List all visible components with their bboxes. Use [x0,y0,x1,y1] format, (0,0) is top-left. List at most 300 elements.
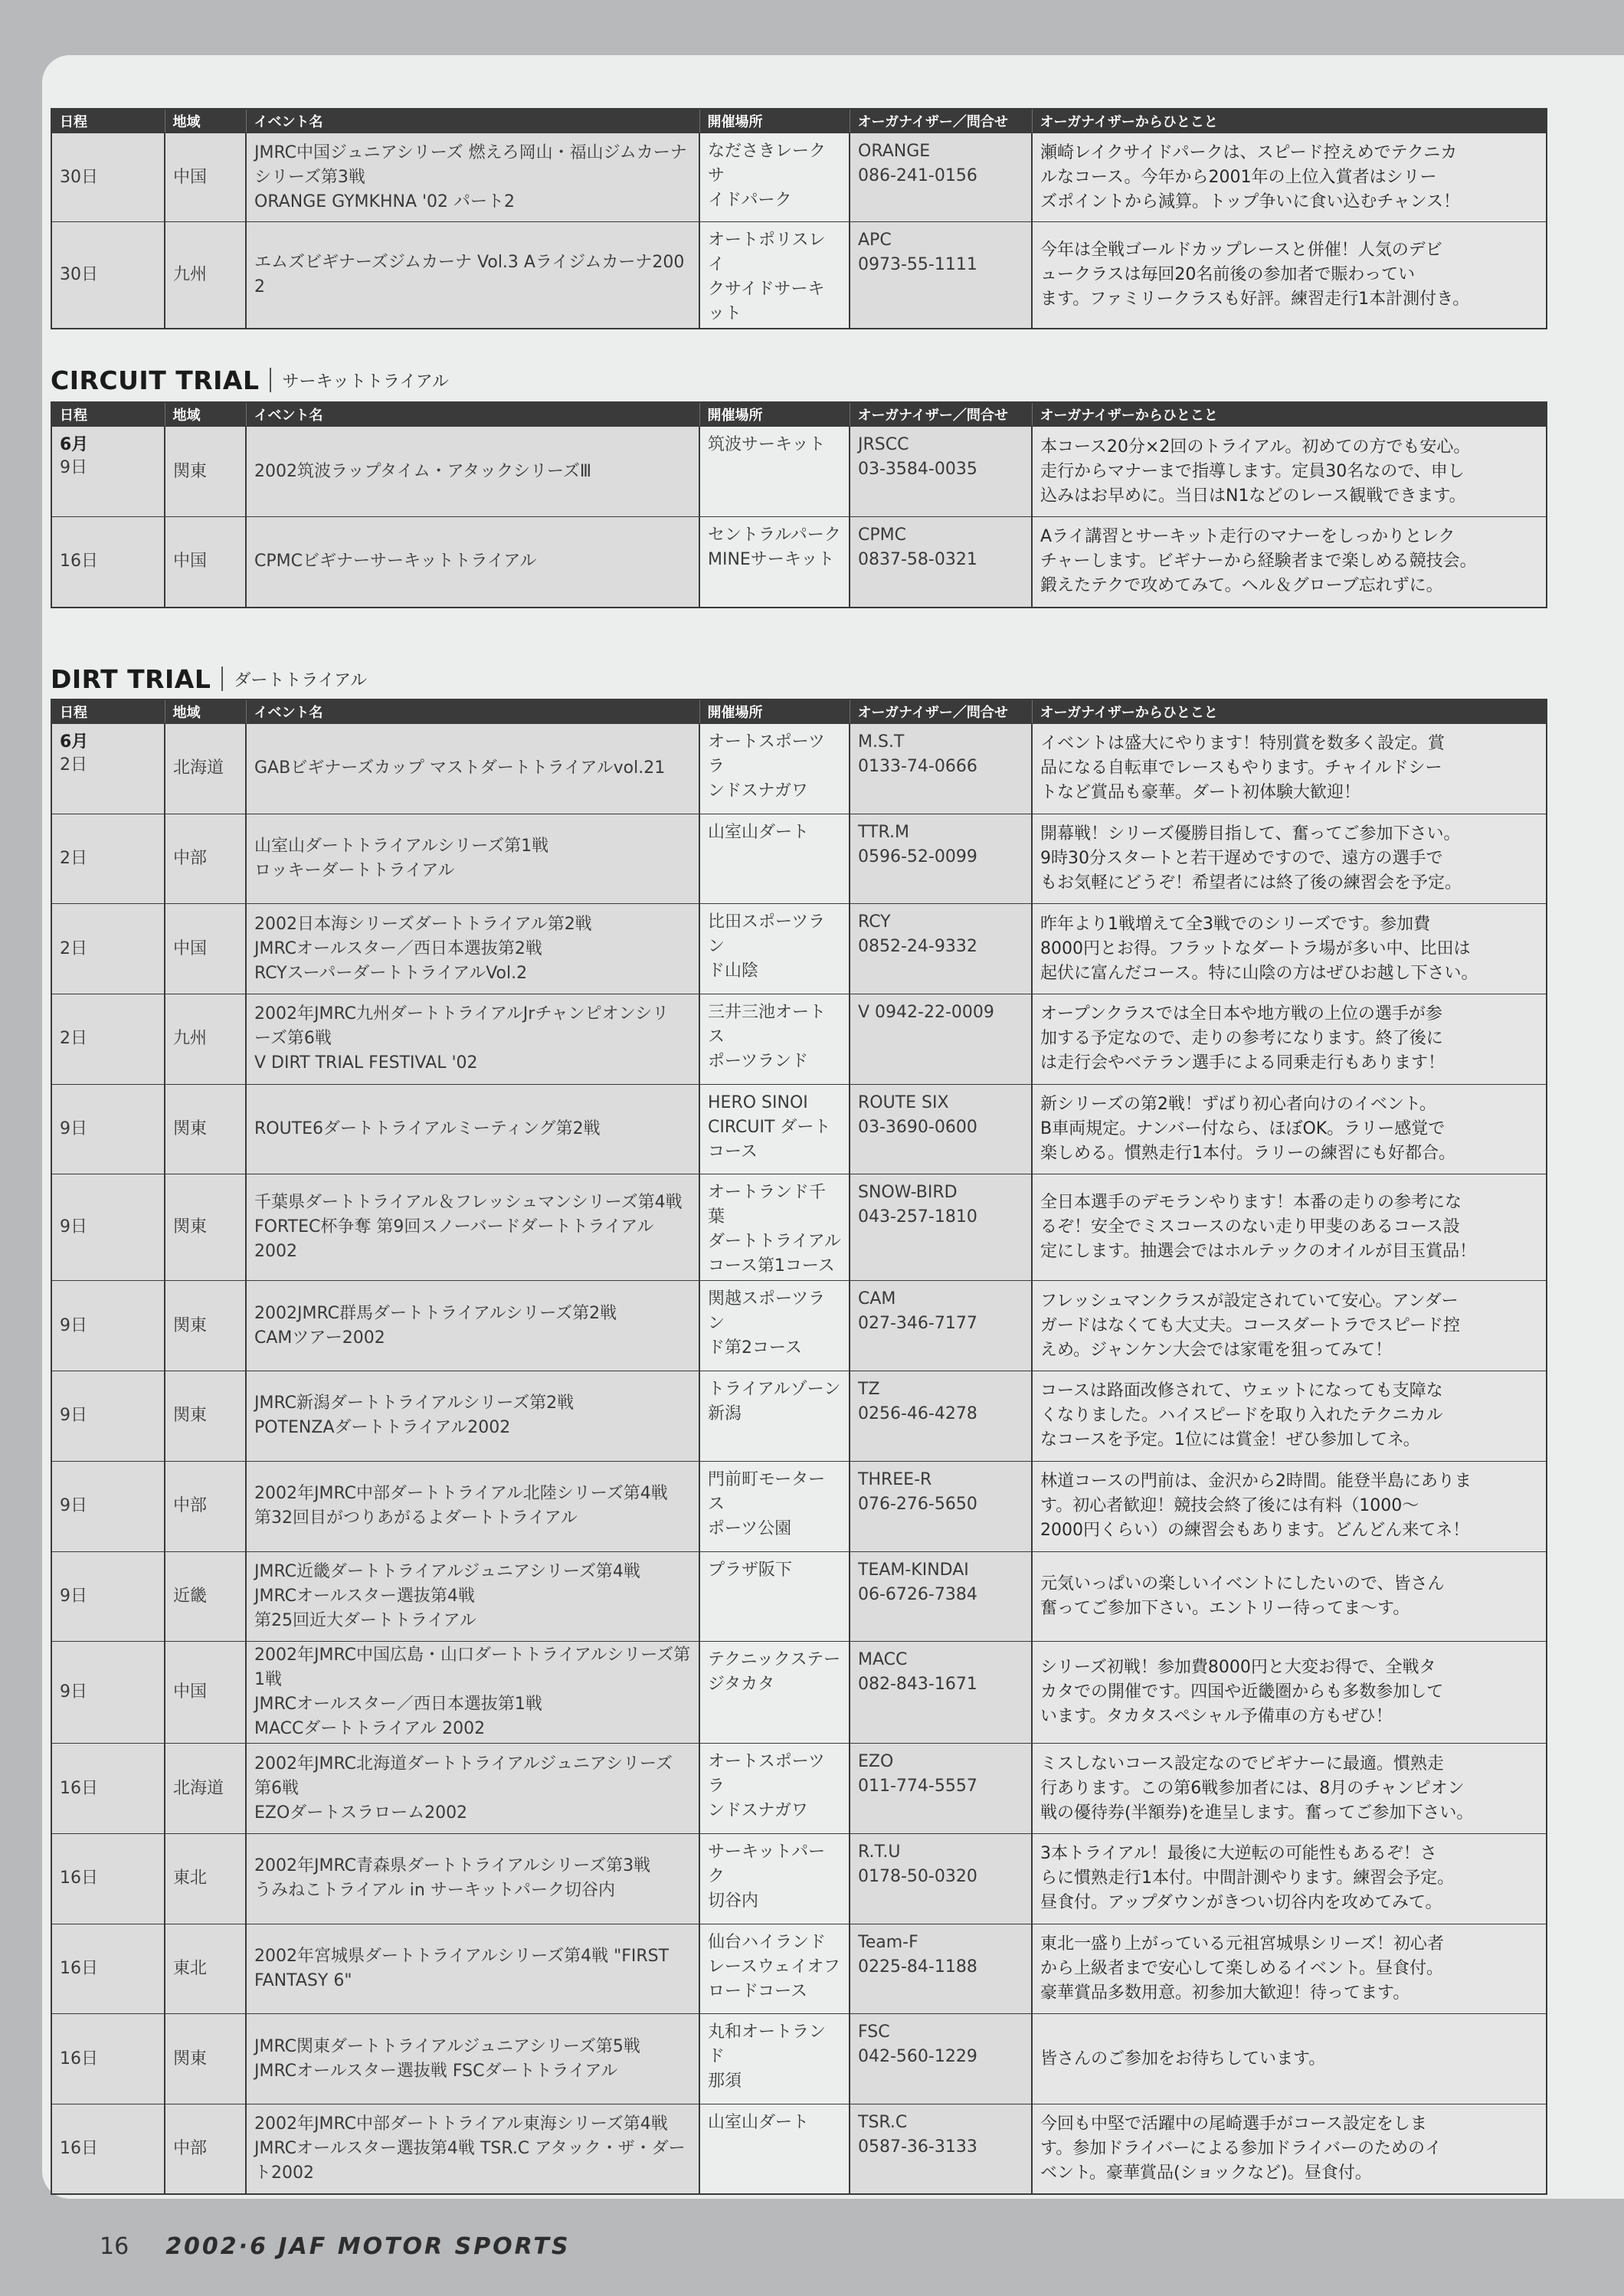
event-name-cell [246,133,699,222]
event-name-line: CAMツアー2002 [254,1328,385,1348]
organizer-line: JRSCC [858,435,909,454]
comment-line: ミスしないコース設定なのでビギナーに最適。慣熟走 [1040,1754,1444,1774]
venue-line: クサイドサーキット [708,280,825,323]
organizer-cell [850,517,1032,608]
region-cell: 東北 [165,1833,246,1924]
comment-cell [1032,517,1547,608]
table-row [51,994,1547,1085]
organizer-cell [850,1551,1032,1642]
venue-line: 比田スポーツラン [708,912,826,957]
venue-line: 筑波サーキット [708,435,826,454]
day-label: 9日 [60,1315,87,1335]
venue-cell [699,2014,850,2104]
event-name-line: JMRCオールスター選抜第4戦 TSR.C アタック・ザ・ダー [254,2139,686,2159]
comment-line: から上級者まで安心して楽しめるイベント。昼食付。 [1040,1958,1444,1978]
day-label: 9日 [60,1586,87,1606]
venue-cell [699,1551,850,1642]
day-label: 30日 [60,167,98,187]
comment-line: ベント。豪華賞品(ショックなど)。昼食付。 [1040,2163,1372,2183]
title-divider [221,667,223,691]
organizer-cell [850,2104,1032,2194]
date-cell [51,1371,165,1462]
table-row [51,2014,1547,2104]
dirt-trial-heading [51,660,367,694]
region-cell: 北海道 [165,724,246,814]
comment-line: 本コース20分×2回のトライアル。初めての方でも安心。 [1040,437,1471,457]
comment-line: 2000円くらい）の練習会もあります。どんどん来てネ！ [1040,1521,1470,1541]
organizer-line: 082-843-1671 [858,1675,977,1695]
event-name-cell [246,1744,699,1834]
table-row [51,427,1547,517]
organizer-line: 0587-36-3133 [858,2137,977,2157]
comment-line: 起伏に富んだコース。特に山陰の方はぜひお越し下さい。 [1040,963,1478,983]
event-name-line: 2002年JMRC九州ダートトライアルJrチャンピオンシリ [254,1004,670,1024]
circuit-trial-heading [51,362,449,395]
region-cell: 北海道 [165,1744,246,1834]
event-name-cell [246,1371,699,1462]
table-row [51,1084,1547,1174]
comment-cell [1032,1744,1547,1834]
organizer-line: 086-241-0156 [858,166,977,185]
table-header-row [51,109,1547,133]
comment-line: 楽しめる。慣熟走行1本付。ラリーの練習にも好都合。 [1040,1144,1455,1164]
event-name-line: GABビギナーズカップ マストダートトライアルvol.21 [254,758,666,778]
venue-cell [699,1084,850,1174]
date-cell [51,1924,165,2014]
title-divider [270,368,271,392]
event-name-line: ORANGE GYMKHNA '02 パート2 [254,192,516,211]
comment-line: 東北一盛り上がっている元祖宮城県シリーズ！初心者 [1040,1934,1444,1954]
event-name-cell [246,904,699,994]
comment-line: 9時30分スタートと若干遅めですので、遠方の選手で [1040,849,1443,869]
event-name-line: FORTEC杯争奪 第9回スノーバードダートトライアル [254,1217,654,1237]
comment-cell [1032,1551,1547,1642]
event-name-line: 2002年JMRC中部ダートトライアル北陸シリーズ第4戦 [254,1484,668,1504]
comment-line: 今回も中堅で活躍中の尾崎選手がコース設定をしま [1040,2114,1427,2134]
organizer-cell [850,994,1032,1085]
venue-cell [699,1642,850,1744]
organizer-line: 042-560-1229 [858,2047,977,2067]
region-cell: 中国 [165,133,246,222]
comment-line: トなど賞品も豪華。ダート初体験大歓迎！ [1040,783,1361,803]
organizer-cell [850,1744,1032,1834]
region-cell: 東北 [165,1924,246,2014]
comment-line: シリーズ初戦！参加費8000円と大変お得で、全戦タ [1040,1658,1436,1678]
comment-line: イベントは盛大にやります！特別賞を数多く設定。賞 [1040,734,1446,754]
event-name-line: 2002年JMRC青森県ダートトライアルシリーズ第3戦 [254,1856,651,1876]
day-label: 2日 [60,938,87,958]
organizer-cell [850,133,1032,222]
venue-cell [699,517,850,608]
venue-line: 門前町モータース [708,1469,826,1514]
comment-cell [1032,1642,1547,1744]
comment-line: フレッシュマンクラスが設定されていて安心。アンダー [1040,1291,1459,1311]
schedule-table [51,401,1547,608]
event-name-line: JMRC関東ダートトライアルジュニアシリーズ第5戦 [254,2036,640,2056]
day-label: 16日 [60,1778,98,1798]
venue-line: セントラルパーク [708,526,841,545]
comment-line: ルなコース。今年から2001年の上位入賞者はシリー [1040,167,1437,187]
event-name-line: 2002年JMRC中国広島・山口ダートトライアルシリーズ第1戦 [254,1646,691,1690]
venue-line: 山室山ダート [708,2112,810,2132]
comment-line: 奮ってご参加下さい。エントリー待ってま～す。 [1040,1598,1410,1618]
comment-cell [1032,1461,1547,1551]
venue-cell [699,1281,850,1371]
table-row [51,1371,1547,1462]
venue-cell [699,1744,850,1834]
organizer-cell [850,1084,1032,1174]
event-name-line: JMRCオールスター／西日本選抜第2戦 [254,938,542,958]
organizer-line: 03-3690-0600 [858,1117,977,1137]
organizer-line: ORANGE [858,142,931,161]
event-name-line: 千葉県ダートトライアル＆フレッシュマンシリーズ第4戦 [254,1193,683,1213]
column-header: オーガナイザー／問合せ [850,402,1032,427]
comment-cell [1032,1281,1547,1371]
day-label: 9日 [60,1217,87,1237]
comment-line: B車両規定。ナンバー付なら、ほぼOK。ラリー感覚で [1040,1119,1446,1139]
column-header: オーガナイザー／問合せ [850,699,1032,724]
organizer-line: APC [858,231,892,250]
comment-cell [1032,724,1547,814]
event-name-cell [246,427,699,517]
organizer-line: Team-F [858,1932,918,1952]
venue-cell [699,1371,850,1462]
region-cell: 九州 [165,994,246,1085]
comment-cell [1032,1833,1547,1924]
comment-cell [1032,904,1547,994]
region-cell: 中部 [165,2104,246,2194]
venue-cell [699,1833,850,1924]
venue-cell [699,724,850,814]
region-cell: 関東 [165,427,246,517]
venue-line: ポーツランド [708,1052,809,1072]
venue-line: ド第2コース [708,1338,802,1358]
comment-line: くなりました。ハイスピードを取り入れたテクニカル [1040,1406,1443,1426]
date-cell [51,1642,165,1744]
day-label: 16日 [60,2049,98,2068]
day-label: 2日 [60,849,87,869]
venue-line: 山室山ダート [708,822,810,842]
event-name-cell [246,994,699,1085]
column-header: 地域 [165,402,246,427]
table-row [51,133,1547,222]
event-name-cell [246,1551,699,1642]
comment-line: らに慣熟走行1本付。中間計測やります。練習会予定。 [1040,1869,1455,1888]
table-row [51,724,1547,814]
organizer-line: SNOW-BIRD [858,1183,958,1203]
column-header: イベント名 [246,402,699,427]
table-row [51,1551,1547,1642]
venue-line: ジタカタ [708,1675,775,1695]
column-header: イベント名 [246,109,699,133]
day-label: 9日 [60,1682,87,1702]
comment-cell [1032,222,1547,329]
event-name-cell [246,814,699,904]
region-cell: 中国 [165,904,246,994]
venue-line: オートポリスレイ [708,231,826,274]
table-row [51,1174,1547,1281]
organizer-line: RCY [858,912,891,932]
organizer-cell [850,724,1032,814]
event-name-line: 2002年宮城県ダートトライアルシリーズ第4戦 "FIRST [254,1946,670,1966]
event-name-line: JMRC近畿ダートトライアルジュニアシリーズ第4戦 [254,1561,640,1581]
venue-cell [699,1461,850,1551]
section-title-jp: サーキットトライアル [282,372,449,391]
date-cell [51,222,165,329]
venue-cell [699,814,850,904]
region-cell: 中国 [165,1642,246,1744]
table-row [51,222,1547,329]
organizer-line: MACC [858,1650,908,1670]
event-name-line: 2002JMRC群馬ダートトライアルシリーズ第2戦 [254,1303,617,1323]
event-name-line: EZOダートスラローム2002 [254,1803,468,1823]
date-cell [51,517,165,608]
venue-line: CIRCUIT ダート [708,1117,831,1137]
event-name-line: POTENZAダートトライアル2002 [254,1418,511,1438]
table-row [51,1281,1547,1371]
organizer-line: TZ [858,1380,880,1400]
venue-line: ンドスナガワ [708,1801,808,1821]
date-cell [51,1281,165,1371]
gymkhana-table-block [51,108,1546,329]
comment-line: 今年は全戦ゴールドカップレースと併催！人気のデビ [1040,241,1442,260]
date-cell [51,994,165,1085]
venue-line: イドパーク [708,191,792,210]
venue-line: 仙台ハイランド [708,1932,827,1952]
comment-line: 込みはお早めに。当日はN1などのレース観戦できます。 [1040,486,1466,506]
organizer-line: V 0942-22-0009 [858,1003,994,1023]
organizer-cell [850,2014,1032,2104]
table-row [51,1642,1547,1744]
venue-cell [699,904,850,994]
event-name-line: ロッキーダートトライアル [254,861,455,881]
event-name-cell [246,1833,699,1924]
section-title-jp: ダートトライアル [234,671,368,690]
schedule-table [51,108,1547,329]
comment-line: Aライ講習とサーキット走行のマナーをしっかりとレク [1040,527,1455,547]
comment-line: す。参加ドライバーによる参加ドライバーのためのイ [1040,2139,1442,2159]
comment-line: るぞ！安全でミスコースのない走り甲斐のあるコース設 [1040,1217,1460,1237]
table-row [51,1461,1547,1551]
event-name-cell [246,1642,699,1744]
schedule-table [51,699,1547,2195]
venue-line: HERO SINOI [708,1092,808,1112]
event-name-cell [246,222,699,329]
day-label: 16日 [60,2139,98,2159]
comment-line: コースは路面改修されて、ウェットになっても支障な [1040,1381,1443,1401]
circuit-trial-table-block [51,401,1546,608]
event-name-line: 2002筑波ラップタイム・アタックシリーズⅢ [254,461,592,481]
organizer-line: EZO [858,1752,894,1772]
comment-line: 豪華賞品多数用意。初参加大歓迎！待ってます。 [1040,1983,1410,2003]
comment-cell [1032,2104,1547,2194]
day-label: 16日 [60,1869,98,1888]
day-label: 16日 [60,1958,98,1978]
organizer-line: 0596-52-0099 [858,847,977,866]
venue-cell [699,1174,850,1281]
organizer-cell [850,1461,1032,1551]
day-label: 9日 [60,1406,87,1426]
event-name-line: 2002日本海シリーズダートトライアル第2戦 [254,914,592,934]
comment-cell [1032,814,1547,904]
region-cell: 九州 [165,222,246,329]
table-row [51,1744,1547,1834]
organizer-cell [850,222,1032,329]
event-name-cell [246,2104,699,2194]
venue-line: 丸和オートランド [708,2023,827,2067]
event-name-cell [246,517,699,608]
comment-line: ズポイントから減算。トップ争いに食い込むチャンス！ [1040,192,1461,211]
comment-line: 鍛えたテクで攻めてみて。ヘル＆グローブ忘れずに。 [1040,576,1443,596]
organizer-line: THREE-R [858,1469,932,1489]
organizer-line: 043-257-1810 [858,1207,977,1227]
comment-cell [1032,427,1547,517]
region-cell: 関東 [165,1281,246,1371]
comment-line: は走行会やベテラン選手による同乗走行もあります！ [1040,1053,1446,1073]
comment-line: カタでの開催です。四国や近畿圏からも多数参加して [1040,1682,1444,1702]
comment-line: なコースを予定。1位には賞金！ぜひ参加してネ。 [1040,1430,1420,1450]
column-header: イベント名 [246,699,699,724]
organizer-line: 027-346-7177 [858,1314,977,1334]
event-name-line: JMRC新潟ダートトライアルシリーズ第2戦 [254,1394,575,1413]
venue-line: サーキットパーク [708,1842,826,1886]
page-footer [100,2233,571,2260]
comment-line: 瀬崎レイクサイドパークは、スピード控えめでテクニカ [1040,142,1458,162]
venue-line: 切谷内 [708,1891,759,1911]
venue-line: プラザ阪下 [708,1560,793,1580]
section-title-en: DIRT TRIAL [51,664,211,694]
region-cell: 近畿 [165,1551,246,1642]
comment-line: 戦の優待券(半額券)を進呈します。奮ってご参加下さい。 [1040,1803,1474,1823]
region-cell: 関東 [165,1174,246,1281]
organizer-line: 0225-84-1188 [858,1957,977,1977]
venue-cell [699,2104,850,2194]
comment-line: 皆さんのご参加をお待ちしています。 [1040,2049,1326,2068]
event-name-line: 2002年JMRC中部ダートトライアル東海シリーズ第4戦 [254,2114,668,2134]
date-cell [51,1744,165,1834]
organizer-line: CPMC [858,526,906,545]
venue-line: テクニックステー [708,1650,841,1670]
day-label: 2日 [60,755,87,775]
table-header-row [51,402,1547,427]
date-cell [51,904,165,994]
event-name-cell [246,1281,699,1371]
organizer-cell [850,427,1032,517]
organizer-line: 0256-46-4278 [858,1404,977,1424]
column-header: 日程 [51,699,165,724]
event-name-cell [246,724,699,814]
venue-line: ド山陰 [708,961,759,981]
venue-line: なださきレークサ [708,142,827,185]
event-name-line: JMRCオールスター選抜第4戦 [254,1586,475,1606]
comment-cell [1032,1084,1547,1174]
date-cell [51,724,165,814]
venue-line: 那須 [708,2072,742,2091]
organizer-cell [850,1833,1032,1924]
date-cell [51,133,165,222]
comment-line: ガードはなくても大丈夫。コースダートラでスピード控 [1040,1315,1461,1335]
organizer-line: CAM [858,1289,896,1309]
day-label: 2日 [60,1029,87,1049]
column-header: 地域 [165,109,246,133]
date-cell [51,2014,165,2104]
table-header-row [51,699,1547,724]
table-row [51,904,1547,994]
date-cell [51,1174,165,1281]
dirt-trial-table-block [51,699,1546,2195]
venue-cell [699,222,850,329]
month-label: 6月 [60,732,89,752]
comment-line: 加する予定なので、走りの参考になります。終了後に [1040,1029,1443,1049]
venue-cell [699,1924,850,2014]
venue-line: レースウェイオフ [708,1957,840,1977]
organizer-cell [850,1924,1032,2014]
column-header: 開催場所 [699,402,850,427]
event-name-cell [246,1084,699,1174]
event-name-line: JMRCオールスター選抜戦 FSCダートトライアル [254,2061,618,2081]
comment-cell [1032,1924,1547,2014]
event-name-line: RCYスーパーダートトライアルVol.2 [254,963,528,983]
organizer-line: 0178-50-0320 [858,1866,977,1886]
organizer-line: 0133-74-0666 [858,757,977,776]
event-name-line: エムズビギナーズジムカーナ Vol.3 Aライジムカーナ2002 [254,253,685,296]
venue-cell [699,994,850,1085]
date-cell [51,1551,165,1642]
event-name-line: MACCダートトライアル 2002 [254,1719,486,1739]
table-row [51,1833,1547,1924]
venue-line: MINEサーキット [708,550,835,569]
venue-line: コース第1コース [708,1256,835,1276]
date-cell [51,1461,165,1551]
comment-line: す。初心者歓迎！競技会終了後には有料（1000～ [1040,1496,1419,1516]
venue-line: 三井三池オートス [708,1003,827,1047]
column-header: オーガナイザーからひとこと [1032,402,1547,427]
organizer-line: 03-3584-0035 [858,460,977,479]
comment-cell [1032,1371,1547,1462]
comment-line: 新シリーズの第2戦！ずばり初心者向けのイベント。 [1040,1095,1436,1115]
comment-line: 3本トライアル！最後に大逆転の可能性もあるぞ！さ [1040,1844,1437,1864]
column-header: 地域 [165,699,246,724]
event-name-cell [246,1924,699,2014]
region-cell: 関東 [165,1084,246,1174]
day-label: 30日 [60,265,98,284]
column-header: 開催場所 [699,699,850,724]
venue-line: 関越スポーツラン [708,1289,826,1334]
event-name-line: FANTASY 6" [254,1970,352,1990]
day-label: 16日 [60,552,98,572]
organizer-cell [850,1642,1032,1744]
venue-line: 新潟 [708,1404,742,1424]
event-name-line: ーズ第6戦 [254,1029,332,1049]
day-label: 9日 [60,458,87,477]
event-name-cell [246,1461,699,1551]
venue-line: ンドスナガワ [708,781,808,801]
column-header: オーガナイザー／問合せ [850,109,1032,133]
comment-line: ュークラスは毎回20名前後の参加者で賑わってい [1040,265,1416,284]
organizer-line: 06-6726-7384 [858,1584,977,1604]
section-title-en: CIRCUIT TRIAL [51,365,260,395]
comment-cell [1032,994,1547,1085]
organizer-line: R.T.U [858,1842,901,1862]
event-name-line: 第6戦 [254,1778,299,1798]
organizer-line: TEAM-KINDAI [858,1560,969,1580]
comment-line: もお気軽にどうぞ！希望者には終了後の練習会を予定。 [1040,873,1462,893]
column-header: 日程 [51,109,165,133]
venue-line: オートスポーツラ [708,732,825,776]
comment-line: 品になる自転車でレースもやります。チャイルドシー [1040,758,1442,778]
organizer-cell [850,1371,1032,1462]
column-header: 日程 [51,402,165,427]
